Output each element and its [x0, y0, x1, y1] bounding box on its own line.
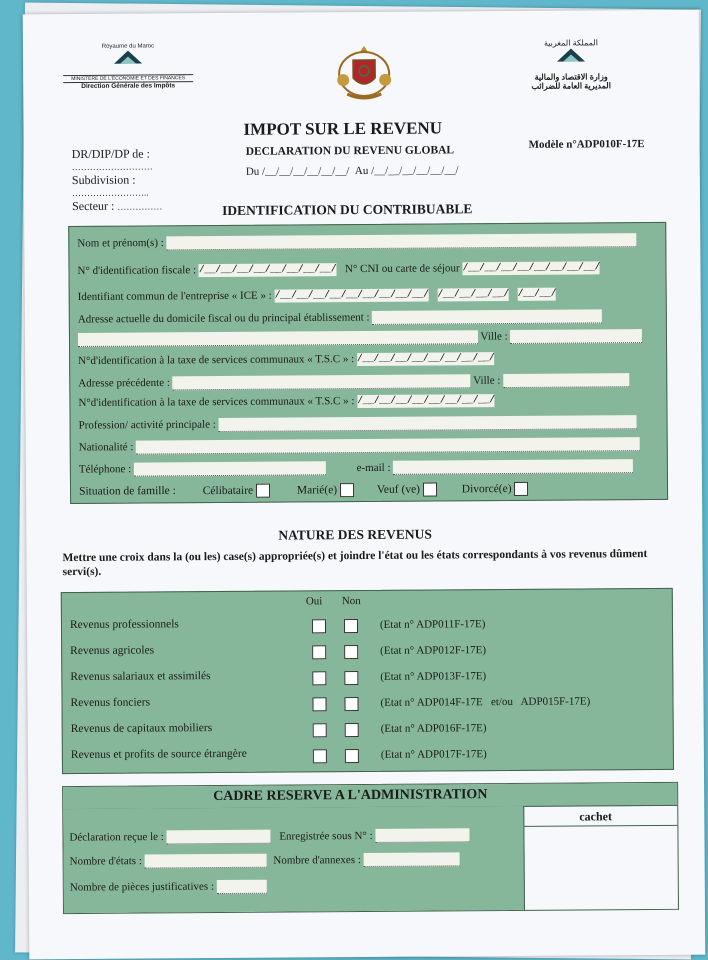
- if-label: N° d'identification fiscale :: [77, 264, 196, 277]
- identification-panel: [68, 222, 668, 504]
- dr-label: DR/DIP/DP de :: [72, 146, 150, 161]
- arabic-emblem-icon: [556, 47, 586, 67]
- revenus-row-label: Revenus et profits de source étrangère: [71, 748, 247, 761]
- cachet-label: cachet: [579, 809, 612, 824]
- profession-input[interactable]: [218, 415, 636, 432]
- revenus-oui-checkbox[interactable]: [312, 645, 326, 659]
- tsc2-label: N°d'identification à la taxe de services communaux « T.S.C » :: [78, 395, 354, 409]
- family-option-marie: Marié(e): [297, 484, 337, 496]
- if-input[interactable]: /__/__/__/__/__/__/__/__/: [199, 263, 337, 277]
- tsc2-input[interactable]: /__/__/__/__/__/__/__/__/: [357, 394, 495, 408]
- ice-label: Identifiant commun de l'entreprise « ICE » :: [78, 290, 272, 303]
- name-label: Nom et prénom(s) :: [77, 237, 164, 250]
- ministry-dept: Direction Générale des Impôts: [63, 82, 193, 90]
- cni-label: N° CNI ou carte de séjour: [345, 262, 460, 275]
- ville-label-2: Ville :: [473, 375, 500, 387]
- nationality-label: Nationalité :: [79, 441, 134, 453]
- cachet-line: [524, 825, 677, 827]
- address-input[interactable]: [372, 309, 602, 325]
- registered-label: Enregistrée sous N° :: [279, 829, 372, 842]
- revenus-non-checkbox[interactable]: [344, 645, 358, 659]
- divorce-checkbox[interactable]: [514, 482, 528, 496]
- ice-input-3[interactable]: /__/__/: [518, 288, 557, 301]
- revenus-etat-ref: (Etat n° ADP011F-17E): [380, 618, 486, 631]
- revenus-etat-ref: (Etat n° ADP012F-17E): [380, 644, 486, 657]
- revenus-oui-checkbox[interactable]: [313, 723, 327, 737]
- non-label: Non: [342, 595, 361, 607]
- prev-address-label: Adresse précédente :: [78, 377, 170, 390]
- office-block: [72, 145, 163, 216]
- veuf-checkbox[interactable]: [423, 482, 437, 496]
- period: [246, 164, 459, 177]
- coat-of-arms-icon: [333, 44, 395, 104]
- ministry-kingdom: Royaume du Maroc: [63, 43, 193, 50]
- family-option-divorce: Divorcé(e): [462, 483, 512, 495]
- email-input[interactable]: [393, 459, 633, 475]
- ice-input-2[interactable]: /__/__/__/__/: [437, 288, 509, 301]
- received-input[interactable]: [167, 830, 271, 845]
- revenus-row-label: Revenus fonciers: [70, 696, 150, 709]
- profession-label: Profession/ activité principale :: [79, 419, 216, 432]
- received-label: Déclaration reçue le :: [69, 831, 163, 844]
- cni-input[interactable]: /__/__/__/__/__/__/__/__/: [462, 261, 600, 275]
- form-title: IMPOT SUR LE REVENU: [243, 118, 442, 139]
- family-label: Situation de famille :: [79, 485, 176, 498]
- ville-input-2[interactable]: [503, 373, 629, 388]
- marie-checkbox[interactable]: [340, 483, 354, 497]
- address-input-2[interactable]: [78, 330, 478, 347]
- form-page: [23, 10, 706, 960]
- nb-etats-input[interactable]: [145, 854, 267, 869]
- nb-annexes-label: Nombre d'annexes :: [273, 854, 361, 867]
- phone-label: Téléphone :: [79, 463, 131, 475]
- admin-heading: CADRE RESERVE A L'ADMINISTRATION: [213, 787, 487, 805]
- revenus-heading: NATURE DES REVENUS: [278, 527, 432, 544]
- revenus-oui-checkbox[interactable]: [313, 749, 327, 763]
- period-to[interactable]: Au /__/__/__/__/__/__/: [355, 164, 459, 177]
- secteur-label: Secteur :: [72, 199, 114, 213]
- revenus-oui-checkbox[interactable]: [312, 671, 326, 685]
- revenus-row-label: Revenus de capitaux mobiliers: [71, 722, 213, 735]
- revenus-instruction: Mettre une croix dans la (ou les) case(s) appropriée(s) et joindre l'état ou les états correspondants à vos revenus dûment servi(s).: [62, 547, 654, 579]
- revenus-oui-checkbox[interactable]: [312, 697, 326, 711]
- revenus-row-label: Revenus salariaux et assimilés: [70, 670, 210, 683]
- arabic-ministry: وزارة الاقتصاد والمالية: [501, 72, 641, 82]
- period-from[interactable]: Du /__/__/__/__/__/__/: [246, 165, 350, 178]
- celibataire-checkbox[interactable]: [256, 484, 270, 498]
- revenus-etat-ref: (Etat n° ADP017F-17E): [381, 748, 487, 761]
- registered-input[interactable]: [375, 828, 469, 843]
- subdivision-label: Subdivision :: [72, 173, 136, 187]
- revenus-non-checkbox[interactable]: [345, 749, 359, 763]
- address-label-text: Adresse actuelle du domicile fiscal ou du principal établissement :: [78, 311, 370, 325]
- revenus-panel: [61, 588, 674, 774]
- arabic-logo: [501, 38, 641, 91]
- tsc-input[interactable]: /__/__/__/__/__/__/__/__/: [357, 352, 495, 366]
- nb-pieces-label: Nombre de pièces justificatives :: [70, 881, 214, 894]
- ville-label: Ville :: [480, 331, 507, 343]
- revenus-non-checkbox[interactable]: [344, 697, 358, 711]
- revenus-etat-ref: (Etat n° ADP013F-17E): [380, 670, 486, 683]
- dr-dots[interactable]: ………………………: [72, 162, 162, 172]
- nationality-input[interactable]: [136, 437, 640, 455]
- ministry-name: MINISTÈRE DE L'ÉCONOMIE ET DES FINANCES: [63, 74, 193, 83]
- tsc-label: N°d'identification à la taxe de services communaux « T.S.C » :: [78, 353, 354, 367]
- identification-heading: IDENTIFICATION DU CONTRIBUABLE: [222, 201, 472, 219]
- ville-input[interactable]: [510, 329, 642, 344]
- secteur-dots[interactable]: ……………: [117, 201, 162, 211]
- family-option-celibataire: Célibataire: [203, 484, 254, 496]
- prev-address-input[interactable]: [173, 374, 471, 390]
- revenus-non-checkbox[interactable]: [344, 619, 358, 633]
- nb-pieces-input[interactable]: [217, 880, 267, 894]
- oui-label: Oui: [306, 595, 323, 607]
- ice-input-1[interactable]: /__/__/__/__/__/__/__/__/__/: [275, 289, 429, 303]
- revenus-etat-ref: (Etat n° ADP016F-17E): [381, 722, 487, 735]
- nb-etats-label: Nombre d'états :: [70, 855, 142, 868]
- name-input[interactable]: [166, 233, 636, 250]
- family-option-veuf: Veuf (ve): [377, 483, 420, 495]
- ministry-emblem-icon: [113, 50, 143, 70]
- revenus-row-label: Revenus agricoles: [70, 644, 154, 657]
- subdivision-dots[interactable]: ……………………..: [72, 188, 162, 198]
- ministry-logo: [63, 43, 193, 90]
- admin-panel: [62, 782, 679, 914]
- revenus-oui-checkbox[interactable]: [312, 619, 326, 633]
- phone-input[interactable]: [134, 461, 326, 476]
- arabic-kingdom: المملكة المغربية: [501, 38, 641, 48]
- revenus-non-checkbox[interactable]: [344, 671, 358, 685]
- revenus-non-checkbox[interactable]: [345, 723, 359, 737]
- form-subtitle: DECLARATION DU REVENU GLOBAL: [246, 144, 455, 157]
- revenus-row-label: Revenus professionnels: [70, 618, 179, 631]
- model-number: Modèle n°ADP010F-17E: [529, 138, 645, 151]
- revenus-etat-ref: (Etat n° ADP014F-17E et/ou ADP015F-17E): [380, 695, 590, 708]
- arabic-dept: المديرية العامة للضرائب: [501, 81, 641, 91]
- email-label: e-mail :: [357, 461, 391, 473]
- nb-annexes-input[interactable]: [364, 852, 460, 867]
